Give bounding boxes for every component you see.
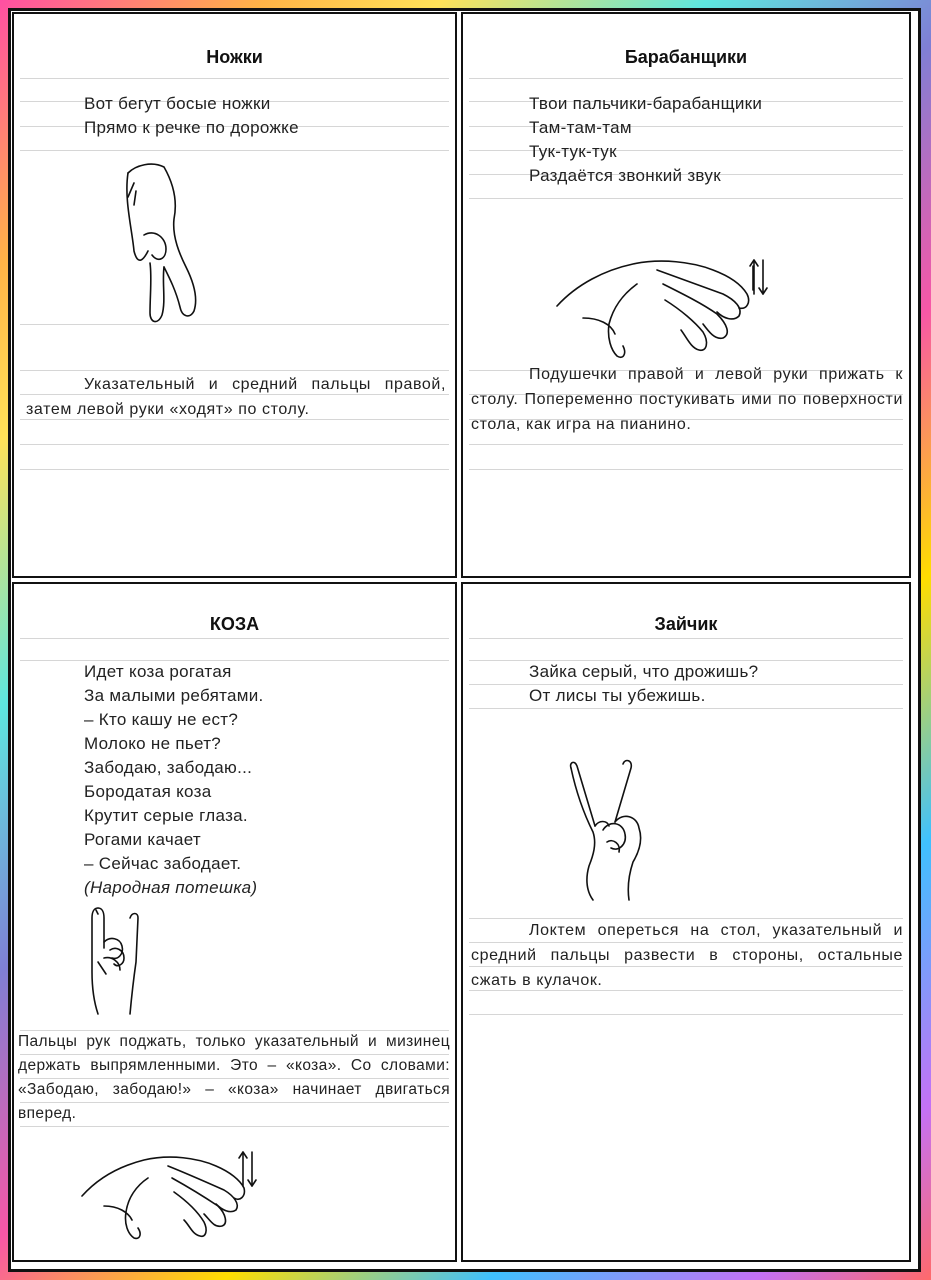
up-down-arrows-icon	[238, 1150, 258, 1190]
verse-line: Забодаю, забодаю...	[84, 758, 253, 777]
verse-line: За малыми ребятами.	[84, 686, 264, 705]
card-title: Зайчик	[654, 614, 718, 634]
verse-line: Идет коза рогатая	[84, 662, 232, 681]
verse-line: – Кто кашу не ест?	[84, 710, 239, 729]
verse-line: Раздаётся звонкий звук	[529, 166, 721, 185]
divider	[20, 1126, 449, 1127]
divider	[20, 469, 449, 470]
divider	[469, 444, 903, 445]
verse-line: Там-там-там	[529, 118, 632, 137]
divider	[20, 638, 449, 639]
card-koza	[12, 582, 457, 1262]
drumming-hand-icon	[78, 1144, 258, 1244]
divider	[469, 708, 903, 709]
drumming-hand-icon	[553, 244, 763, 364]
verse-line: Рогами качает	[84, 830, 202, 849]
card-nozhki	[12, 12, 457, 578]
card-barabanshchiki	[461, 12, 911, 578]
verse-line: Молоко не пьет?	[84, 734, 222, 753]
divider	[20, 324, 449, 325]
verse-line: От лисы ты убежишь.	[529, 686, 706, 705]
description: Указательный и средний пальцы правой, затем левой руки «ходят» по столу.	[26, 376, 446, 418]
up-down-arrows-icon	[749, 258, 769, 298]
divider	[469, 638, 903, 639]
card-title: Ножки	[206, 47, 263, 67]
verse-line: Бородатая коза	[84, 782, 212, 801]
description: Пальцы рук поджать, только указательный и мизинец держать выпрямленными. Это – «коза». Со словами: «Забодаю, забодаю!» – «коза» начинает двигаться вперед.	[18, 1033, 450, 1122]
verse-line: – Сейчас забодает.	[84, 854, 242, 873]
verse-line: Твои пальчики-барабанщики	[529, 94, 763, 113]
walking-fingers-hand-icon	[114, 159, 224, 329]
verse-line: Зайка серый, что дрожишь?	[529, 662, 759, 681]
verse-source: (Народная потешка)	[84, 878, 258, 897]
verse-line: Тук-тук-тук	[529, 142, 617, 161]
description: Подушечки правой и левой руки прижать к столу. Попеременно постукивать ими по поверхности стола, как игра на пианино.	[471, 366, 903, 433]
card-zaichik	[461, 582, 911, 1262]
verse	[529, 660, 758, 708]
verse	[529, 92, 762, 188]
bunny-ears-hand-icon	[563, 756, 663, 906]
verse-line: Прямо к речке по дорожке	[84, 118, 299, 137]
description: Локтем опереться на стол, указательный и средний пальцы развести в стороны, остальные сжать в кулачок.	[471, 922, 903, 989]
divider	[469, 469, 903, 470]
divider	[469, 198, 903, 199]
divider	[469, 1014, 903, 1015]
verse-line: Крутит серые глаза.	[84, 806, 248, 825]
verse	[84, 660, 264, 900]
goat-horns-hand-icon	[84, 902, 154, 1022]
verse	[84, 92, 299, 140]
card-title: Барабанщики	[624, 47, 748, 67]
divider	[20, 150, 449, 151]
divider	[469, 78, 903, 79]
divider	[20, 444, 449, 445]
divider	[20, 370, 449, 371]
card-title: КОЗА	[209, 614, 260, 634]
verse-line: Вот бегут босые ножки	[84, 94, 271, 113]
divider	[20, 78, 449, 79]
